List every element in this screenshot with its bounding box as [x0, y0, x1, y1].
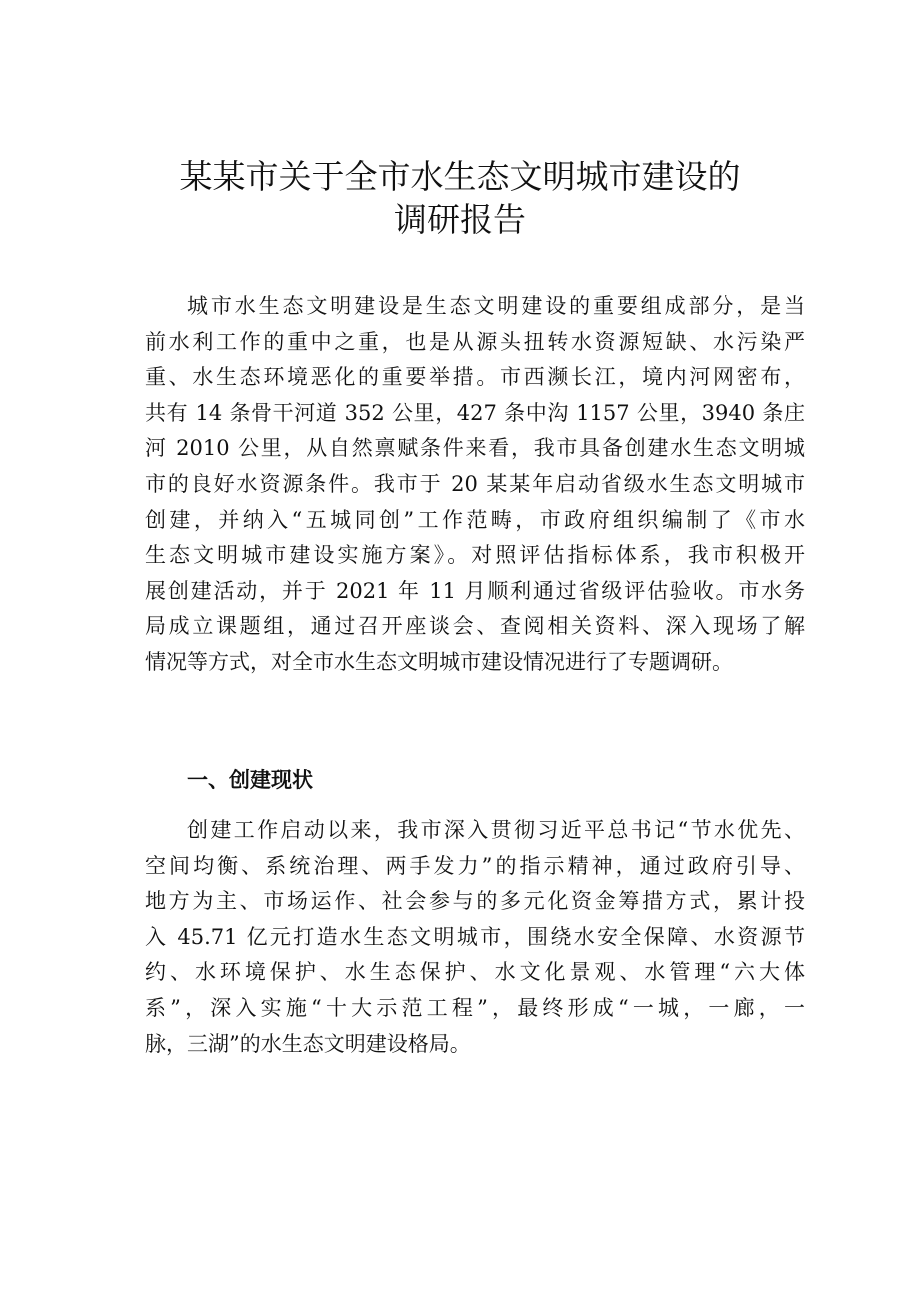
paragraph-line: 市的良好水资源条件。我市于 20 某某年启动省级水生态文明城市: [145, 471, 805, 496]
paragraph-line: 系”，深入实施“十大示范工程”，最终形成“一城，一廊，一: [145, 995, 805, 1020]
paragraph-line: 城市水生态文明建设是生态文明建设的重要组成部分，是当: [187, 294, 805, 318]
document-title-line-1: 某某市关于全市水生态文明城市建设的: [179, 157, 741, 196]
section-heading-1: 一、创建现状: [187, 768, 313, 792]
document-title-line-2: 调研报告: [394, 200, 526, 239]
paragraph-line: 展创建活动，并于 2021 年 11 月顺利通过省级评估验收。市水务: [145, 578, 805, 603]
paragraph-line: 生态文明城市建设实施方案》。对照评估指标体系，我市积极开: [145, 543, 805, 568]
paragraph-line: 前水利工作的重中之重，也是从源头扭转水资源短缺、水污染严: [145, 329, 805, 354]
paragraph-line: 约、水环境保护、水生态保护、水文化景观、水管理“六大体: [145, 960, 805, 985]
paragraph-line: 情况等方式，对全市水生态文明城市建设情况进行了专题调研。: [145, 649, 733, 674]
paragraph-line: 河 2010 公里，从自然禀赋条件来看，我市具备创建水生态文明城: [145, 436, 805, 461]
paragraph-line: 局成立课题组，通过召开座谈会、查阅相关资料、深入现场了解: [145, 614, 805, 639]
paragraph-line: 创建工作启动以来，我市深入贯彻习近平总书记“节水优先、: [187, 818, 805, 842]
paragraph-line: 空间均衡、系统治理、两手发力”的指示精神，通过政府引导、: [145, 853, 805, 878]
paragraph-line: 脉，三湖”的水生态文明建设格局。: [145, 1031, 471, 1056]
paragraph-line: 入 45.71 亿元打造水生态文明城市，围绕水安全保障、水资源节: [145, 924, 805, 949]
paragraph-line: 共有 14 条骨干河道 352 公里，427 条中沟 1157 公里，3940 条庄: [145, 400, 805, 425]
paragraph-line: 创建，并纳入“五城同创”工作范畴，市政府组织编制了《市水: [145, 507, 805, 532]
section-1-paragraph: [145, 813, 805, 1062]
paragraph-line: 地方为主、市场运作、社会参与的多元化资金筹措方式，累计投: [145, 889, 805, 914]
paragraph-line: 重、水生态环境恶化的重要举措。市西濒长江，境内河网密布，: [145, 365, 805, 390]
intro-paragraph: [145, 289, 805, 681]
